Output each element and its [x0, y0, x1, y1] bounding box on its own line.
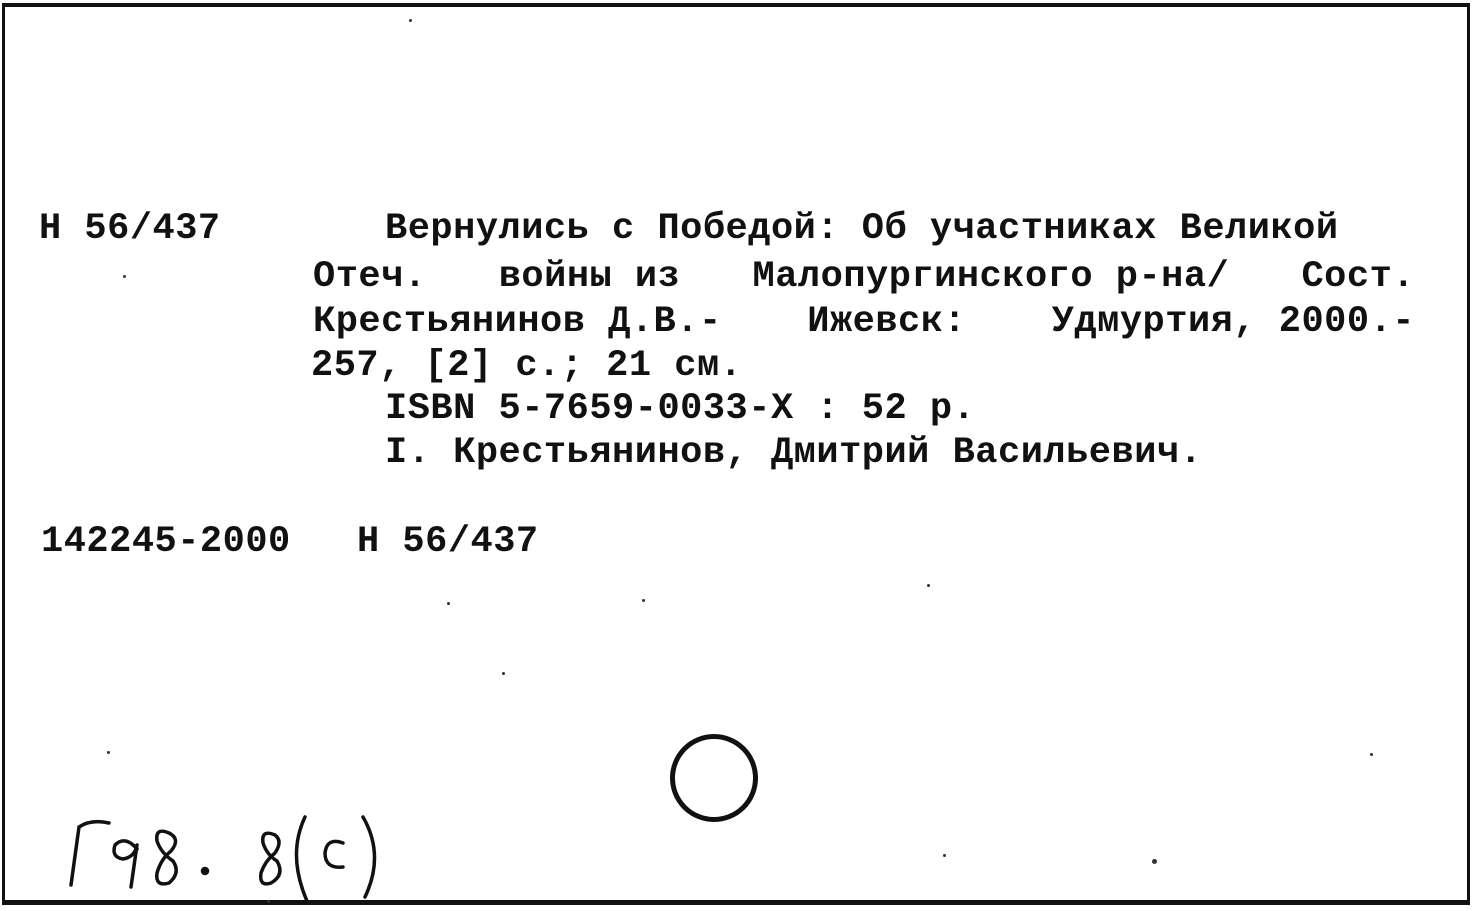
- speck: [943, 854, 946, 857]
- accession-number: 142245-2000: [41, 521, 291, 563]
- isbn-line: ISBN 5-7659-0033-X : 52 р.: [385, 388, 976, 430]
- card-punch-hole: [670, 734, 758, 822]
- speck: [1152, 859, 1157, 864]
- line2-word-3: Малопургинского р-на/: [752, 256, 1230, 298]
- speck: [267, 900, 270, 903]
- title-line: Вернулись с Победой: Об участниках Великой: [385, 208, 1339, 250]
- speck: [409, 19, 412, 22]
- line2-word-2: войны из: [498, 256, 681, 298]
- line3-word-2: Ижевск:: [807, 301, 967, 343]
- line2-word-4: Сост.: [1301, 256, 1415, 298]
- speck: [642, 599, 645, 602]
- speck: [1370, 753, 1373, 756]
- catalog-card: [2, 3, 1470, 905]
- description-line-2: [313, 255, 1415, 299]
- call-number-bottom: Н 56/437: [357, 521, 539, 563]
- description-line-3: [313, 300, 1415, 344]
- call-number: Н 56/437: [39, 208, 221, 250]
- line2-word-1: Отеч.: [313, 256, 427, 298]
- handwritten-shelf-mark: [65, 797, 425, 907]
- speck: [447, 602, 450, 605]
- speck: [123, 275, 126, 278]
- collation-line: 257, [2] с.; 21 см.: [311, 345, 743, 387]
- handwritten-note-text: Г98.8(с): [65, 797, 70, 798]
- speck: [927, 584, 930, 587]
- line3-word-1: Крестьянинов Д.В.-: [313, 301, 722, 343]
- added-entry-line: I. Крестьянинов, Дмитрий Васильевич.: [385, 432, 1203, 474]
- line3-word-3: Удмуртия, 2000.-: [1051, 301, 1415, 343]
- speck: [502, 672, 505, 675]
- speck: [107, 751, 110, 754]
